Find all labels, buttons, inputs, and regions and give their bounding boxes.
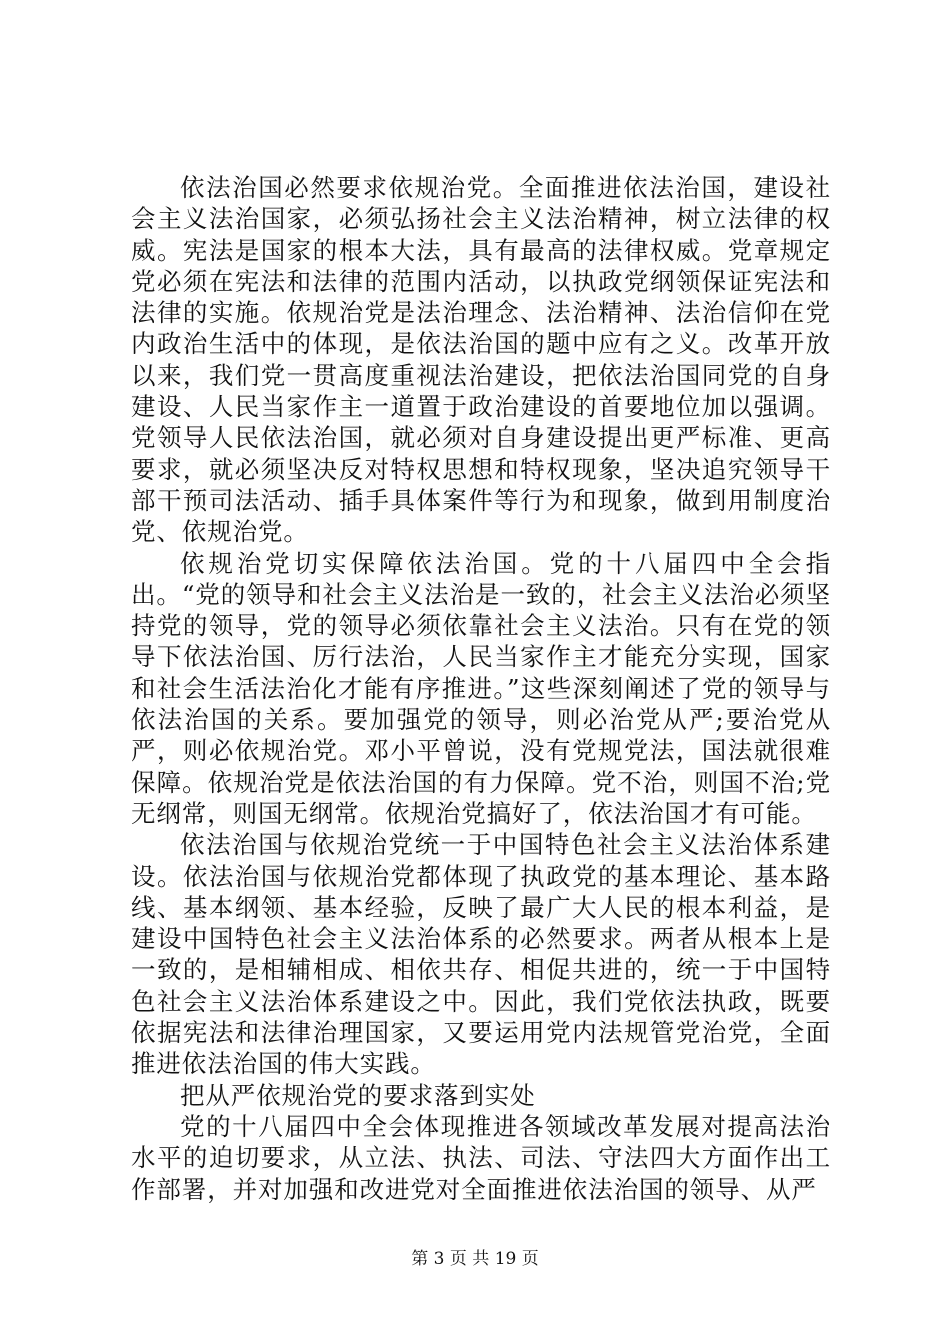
paragraph-unified-legal-system: 依法治国与依规治党统一于中国特色社会主义法治体系建设。依法治国与依规治党都体现了执政党的基本理论、基本路线、基本纲领、基本经验，反映了最广大人民的根本利益，是建设中国特色社会主义法治体系的必然要求。两者从根本上是一致的，是相辅相成、相依共存、相促共进的，统一于中国特色社会主义法治体系建设之中。因此，我们党依法执政，既要依据宪法和法律治理国家，又要运用党内法规管党治党，全面推进依法治国的伟大实践。 [131,830,831,1079]
page-number-footer: 第 3 页 共 19 页 [411,1249,539,1269]
paragraph-fourth-plenary-session: 党的十八届四中全会体现推进各领域改革发展对提高法治水平的迫切要求，从立法、执法、司法、守法四大方面作出工作部署，并对加强和改进党对全面推进依法治国的领导、从严 [131,1111,831,1204]
section-heading: 把从严依规治党的要求落到实处 [180,1080,536,1110]
paragraph-rule-of-law-requires-party-rules: 依法治国必然要求依规治党。全面推进依法治国，建设社会主义法治国家，必须弘扬社会主义法治精神，树立法律的权威。宪法是国家的根本大法，具有最高的法律权威。党章规定党必须在宪法和法律的范围内活动，以执政党纲领保证宪法和法律的实施。依规治党是法治理念、法治精神、法治信仰在党内政治生活中的体现，是依法治国的题中应有之义。改革开放以来，我们党一贯高度重视法治建设，把依法治国同党的自身建设、人民当家作主一道置于政治建设的首要地位加以强调。党领导人民依法治国，就必须对自身建设提出更严标准、更高要求，就必须坚决反对特权思想和特权现象，坚决追究领导干部干预司法活动、插手具体案件等行为和现象，做到用制度治党、依规治党。 [131,173,831,547]
paragraph-party-rules-guarantee-rule-of-law: 依规治党切实保障依法治国。党的十八届四中全会指出。“党的领导和社会主义法治是一致的，社会主义法治必须坚持党的领导，党的领导必须依靠社会主义法治。只有在党的领导下依法治国、厉行法治，人民当家作主才能充分实现，国家和社会生活法治化才能有序推进。”这些深刻阐述了党的领导与依法治国的关系。要加强党的领导，则必治党从严;要治党从严，则必依规治党。邓小平曾说，没有党规党法，国法就很难保障。依规治党是依法治国的有力保障。党不治，则国不治;党无纲常，则国无纲常。依规治党搞好了，依法治国才有可能。 [131,548,831,828]
document-body [131,172,831,1205]
